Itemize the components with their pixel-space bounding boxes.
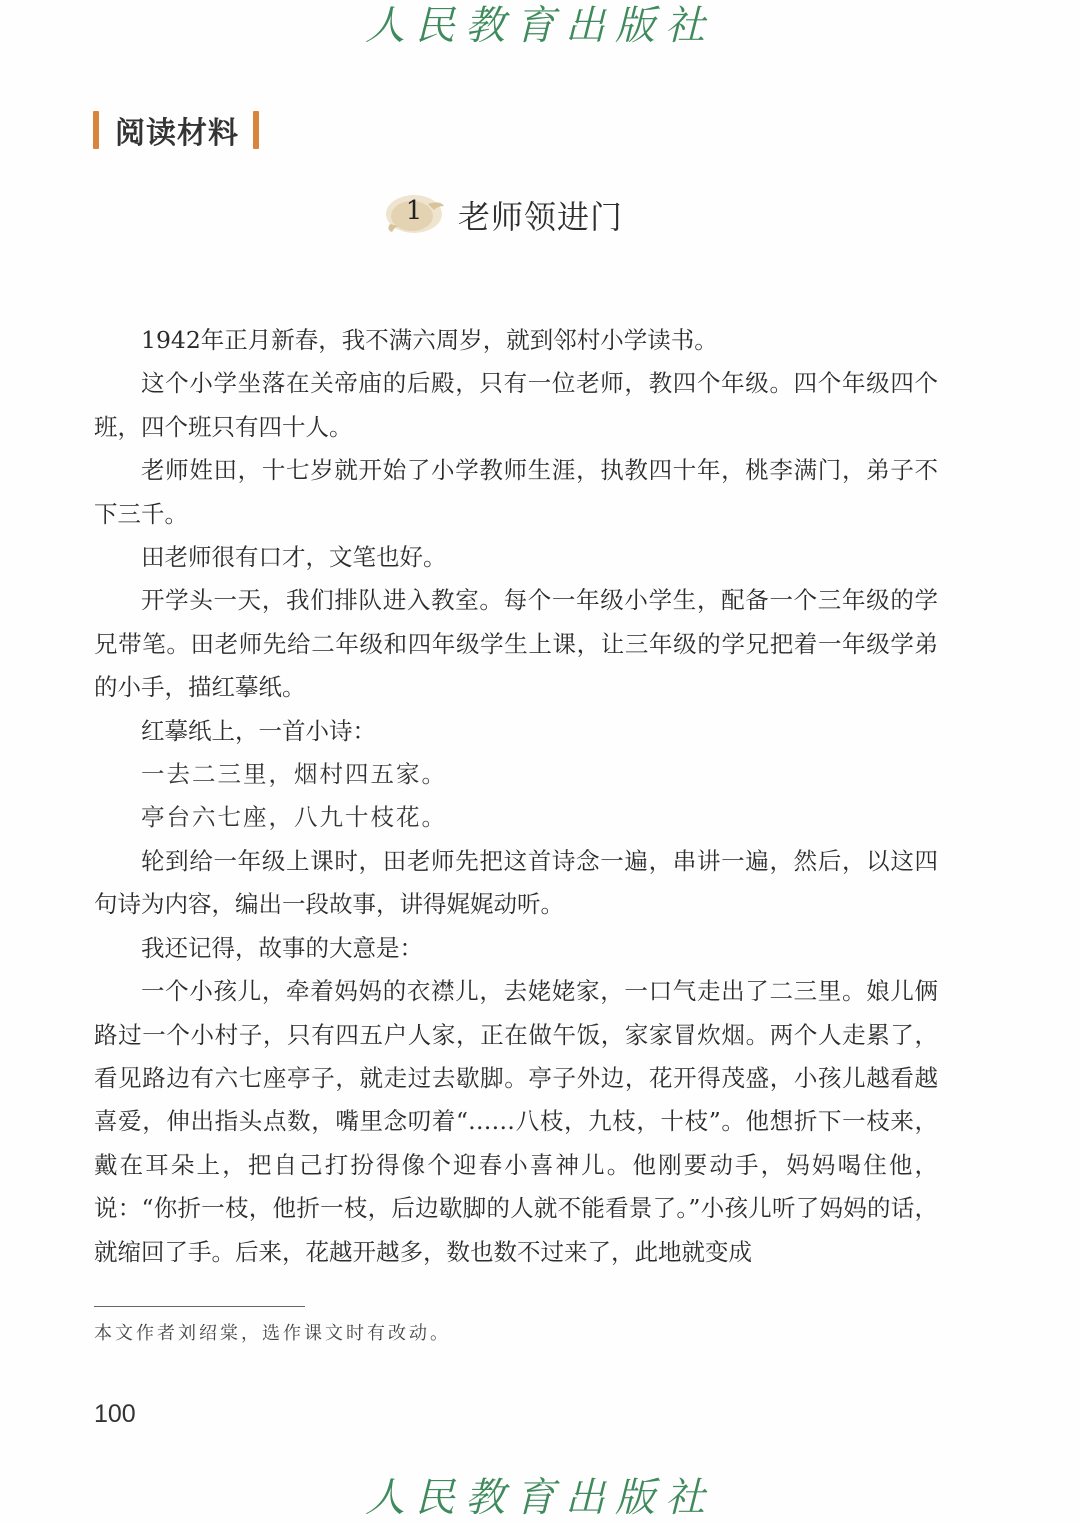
paragraph: 老师姓田，十七岁就开始了小学教师生涯，执教四十年，桃李满门，弟子不下三千。 <box>94 456 938 528</box>
chapter-number: 1 <box>405 196 423 226</box>
poem-line: 亭台六七座，八九十枝花。 <box>141 803 447 832</box>
section-header-label: 阅读材料 <box>115 116 239 151</box>
page-number: 100 <box>94 1400 136 1428</box>
section-bar-right <box>253 111 259 149</box>
paragraph: 轮到给一年级上课时，田老师先把这首诗念一遍，串讲一遍，然后，以这四句诗为内容，编出一段故事，讲得娓娓动听。 <box>94 846 938 919</box>
paragraph: 田老师很有口才，文笔也好。 <box>141 543 447 572</box>
section-header <box>93 108 259 152</box>
poem-line: 一去二三里，烟村四五家。 <box>141 760 447 789</box>
publisher-watermark-bottom: 人民教育出版社 <box>365 1475 715 1521</box>
paragraph: 开学头一天，我们排队进入教室。每个一年级小学生，配备一个三年级的学兄带笔。田老师先给二年级和四年级学生上课，让三年级的学兄把着一年级学弟的小手，描红摹纸。 <box>94 586 938 702</box>
chapter-title: 老师领进门 <box>458 198 624 236</box>
paragraph: 红摹纸上，一首小诗： <box>141 716 376 745</box>
section-bar-left <box>93 111 99 149</box>
footnote-divider <box>94 1306 305 1307</box>
footnote: 本文作者刘绍棠，选作课文时有改动。 <box>94 1323 451 1344</box>
paragraph: 我还记得，故事的大意是： <box>141 933 423 962</box>
article-body <box>94 319 938 1274</box>
paragraph: 1942年正月新春，我不满六周岁，就到邻村小学读书。 <box>141 326 718 354</box>
chapter-title-row <box>382 188 623 242</box>
chapter-number-badge <box>382 190 448 240</box>
publisher-watermark-top: 人民教育出版社 <box>365 3 715 49</box>
paragraph: 一个小孩儿，牵着妈妈的衣襟儿，去姥姥家，一口气走出了二三里。娘儿俩路过一个小村子，只有四五户人家，正在做午饭，家家冒炊烟。两个人走累了，看见路边有六七座亭子，就走过去歇脚。亭子外边，花开得茂盛，小孩儿越看越喜爱，伸出指头点数，嘴里念叨着“……八枝，九枝，十枝”。他想折下一枝来，戴在耳朵上，把自己打扮得像个迎春小喜神儿。他刚要动手，妈妈喝住他，说：“你折一枝，他折一枝，后边歇脚的人就不能看景了。”小孩儿听了妈妈的话，就缩回了手。后来，花越开越多，数也数不过来了，此地就变成 <box>94 977 938 1266</box>
paragraph: 这个小学坐落在关帝庙的后殿，只有一位老师，教四个年级。四个年级四个班，四个班只有四十人。 <box>94 369 938 441</box>
